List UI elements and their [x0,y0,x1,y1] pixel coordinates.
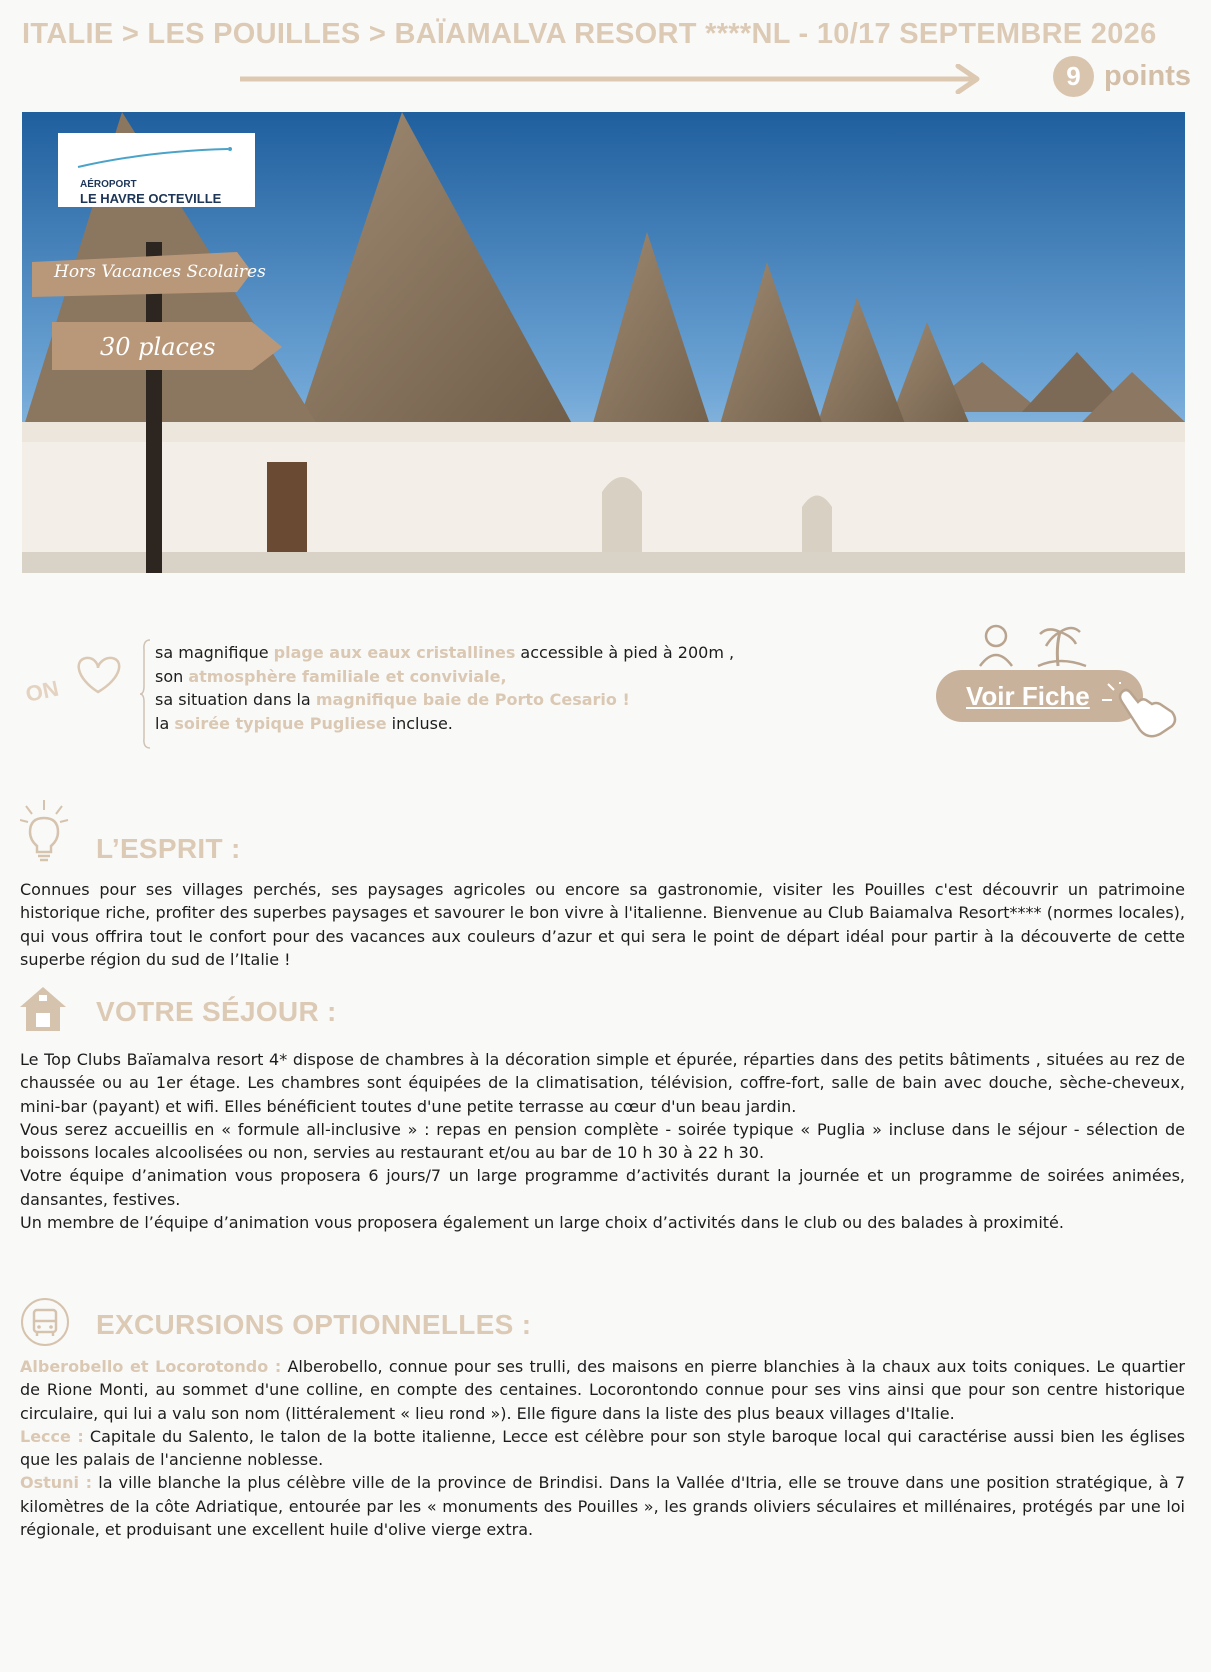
feature-item: sa situation dans la magnifique baie de Porto Cesario ! [155,690,630,709]
house-icon [20,985,66,1031]
sejour-paragraph: Vous serez accueillis en « formule all-inclusive » : repas en pension complète - soirée typique « Puglia » incluse dans le séjour - sélection de boissons locales alcoolisées ou non, servies au restaurant et/ou au bar de 10 h 30 à 22 h 30. [20,1119,1185,1163]
airport-logo [58,133,255,207]
sejour-text [20,1048,1185,1234]
bus-icon [20,1297,70,1347]
person-palm-icons [976,622,1096,672]
sejour-paragraph: Le Top Clubs Baïamalva resort 4* dispose de chambres à la décoration simple et épurée, réparties dans des petits bâtiments , situées au rez de chaussée ou au 1er étage. Les chambres sont équipées de la climatisation, télévision, coffre-fort, salle de bain avec douche, sèche-cheveux, mini-bar (payant) et wifi. Elles bénéficient toutes d'une petite terrasse au cœur d'un beau jardin. [20,1050,1185,1116]
feature-item: sa magnifique plage aux eaux cristallines accessible à pied à 200m , [155,643,735,662]
sejour-paragraph: Un membre de l’équipe d’animation vous proposera également un large choix d’activités dans le club ou des balades à proximité. [20,1213,1064,1233]
person-icon [980,626,1012,666]
sign-places: 30 places [100,333,216,361]
points-indicator [1053,56,1191,97]
heart-icon [79,658,119,692]
airport-swoosh-icon [58,133,255,173]
hand-pointer-icon [1100,682,1180,742]
sign-hors-vacances: Hors Vacances Scolaires [54,262,266,282]
features-list [155,641,734,735]
feature-item: la soirée typique Pugliese incluse. [155,713,453,733]
airport-logo-line1: AÉROPORT [80,179,137,190]
lightbulb-icon [20,798,70,864]
points-badge: 9 [1053,56,1094,97]
excursion-item: Ostuni : la ville blanche la plus célèbre ville de la province de Brindisi. Dans la Vallée d'Itria, elle se trouve dans une position stratégique, à 7 kilomètres de la côte Adriatique, entourée par les « monuments des Pouilles », les grands oliviers séculaires et millénaires, protégés par une loi régionale, et produisant une excellent huile d'olive vierge extra. [20,1473,1185,1540]
points-label: points [1104,60,1191,92]
excursion-item: Lecce : Capitale du Salento, le talon de la botte italienne, Lecce est célèbre pour son style baroque local qui caractérise aussi bien les églises que les palais de l'ancienne noblesse. [20,1426,1186,1470]
airport-logo-line2: LE HAVRE OCTEVILLE [80,191,222,206]
hero-image [22,112,1185,573]
page-title: ITALIE > LES POUILLES > BAÏAMALVA RESORT ****NL - 10/17 SEPTEMBRE 2026 [22,18,1157,50]
esprit-title: L’ESPRIT : [96,833,241,864]
excursions-title: EXCURSIONS OPTIONNELLES : [96,1309,532,1340]
excursions-text [20,1355,1185,1541]
brace-icon [140,638,152,750]
sejour-paragraph: Votre équipe d’animation vous proposera 6 jours/7 un large programme d’activités durant la journée et un programme de soirées animées, dansantes, festives. [20,1166,1185,1209]
sejour-title: VOTRE SÉJOUR : [96,996,337,1027]
on-label: ON [26,675,61,707]
esprit-text: Connues pour ses villages perchés, ses paysages agricoles ou encore sa gastronomie, visiter les Pouilles c'est découvrir un patrimoine historique riche, profiter des superbes paysages et savourer le bon vivre à l'italienne. Bienvenue au Club Baiamalva Resort**** (normes locales), qui vous offrira tout le confort pour des vacances aux couleurs d’azur et qui sera le point de départ idéal pour partir à la découverte de cette superbe région du sud de l’Italie ! [20,880,1185,969]
voir-fiche-button[interactable]: Voir Fiche [936,670,1143,722]
feature-item: son atmosphère familiale et conviviale, [155,666,507,686]
on-heart-logo [26,648,126,712]
arrow-right-icon [240,64,985,94]
excursion-item: Alberobello et Locorotondo : Alberobello, connue pour ses trulli, des maisons en pierre blanchies à la chaux aux toits coniques. Le quartier de Rione Monti, au sommet d'une colline, en compte des centaines. Locorontondo connue pour ses vins ainsi que pour son centre historique circulaire, qui lui a valu son nom (littéralement « lieu rond »). Elle figure dans la liste des plus beaux villages d'Italie. [20,1357,1186,1423]
palm-island-icon [1038,628,1086,666]
